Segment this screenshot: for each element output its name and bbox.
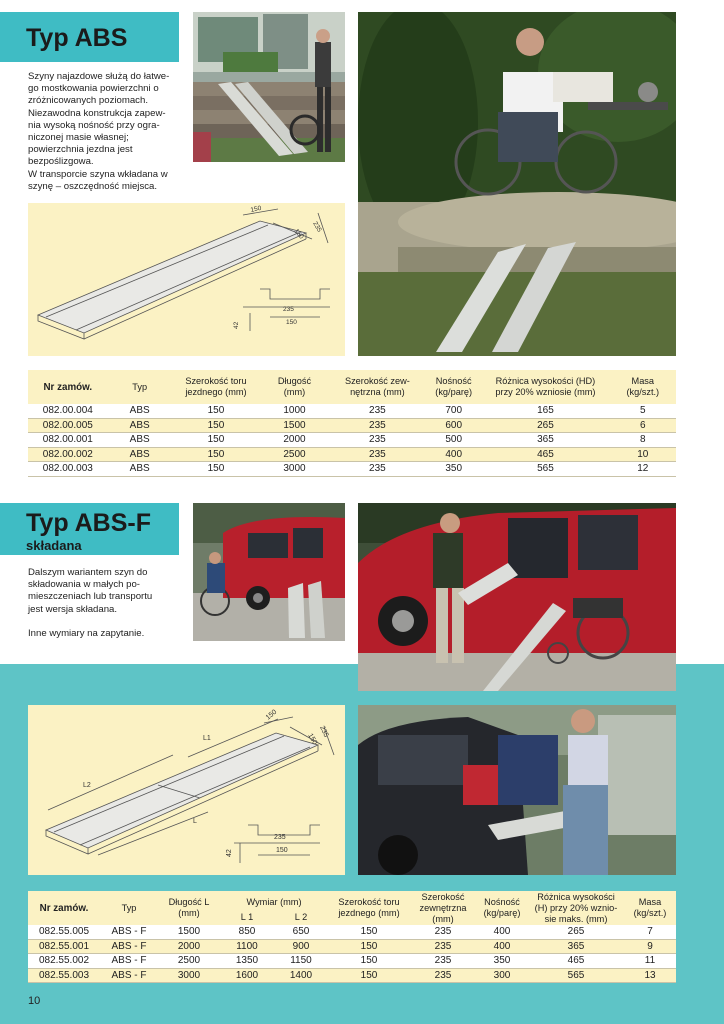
cell: 465 [528,954,624,969]
cell: 1350 [220,954,274,969]
table-row [28,968,676,983]
cell: 150 [328,968,410,983]
cell: 235 [329,433,426,448]
profile2-outer: 235 [274,834,286,841]
cell: 150 [328,954,410,969]
table-row [28,462,676,477]
cell: 2500 [260,447,329,462]
cell: 900 [274,939,328,954]
col-height-diff: Różnica wysokości (HD) przy 20% wzniosie (mm) [495,376,596,397]
section2-title: Typ ABS-F [26,509,151,537]
table-row [28,433,676,448]
col2-track-width: Szerokość toru jezdnego (mm) [338,897,400,918]
cell: 082.00.001 [28,433,108,448]
cell: 082.00.003 [28,462,108,477]
section2-title-box [0,503,179,555]
col-outer-width: Szerokość zew- nętrzna (mm) [344,376,410,397]
cell: 700 [426,404,481,418]
cell: 082.55.002 [28,954,100,969]
cell: 7 [624,925,676,939]
cell: 1100 [220,939,274,954]
col-type: Typ [132,381,148,392]
cell: 465 [481,447,609,462]
photo-van-ramp [193,503,345,641]
cell: 1400 [274,968,328,983]
section1-description: Szyny najazdowe służą do łatwe- go mostkowania powierzchni o zróżnicowanych poziomach. Niezawodna konstrukcja zapew- nia wysoką nośność przy ogra- niczonej masie własnej; powierzchnia jezdna jest bezpoślizgowa. W transporcie szyna wkładana w szynę – oszczędność miejsca. [28,71,170,192]
profile-outer: 235 [283,306,294,313]
col-order: Nr zamów. [43,381,93,393]
table-abs [28,370,676,477]
cell: 1500 [158,925,220,939]
cell: 400 [476,939,528,954]
cell: 150 [328,939,410,954]
dim-l: L [193,818,197,825]
col2-length: Długość L (mm) [168,897,210,918]
cell: 1600 [220,968,274,983]
table-row [28,925,676,939]
cell: 082.00.004 [28,404,108,418]
cell: 350 [426,462,481,477]
photo-wheelchair-terrace [358,12,676,356]
cell: 235 [410,954,476,969]
cell: 2500 [158,954,220,969]
cell: 082.00.005 [28,418,108,433]
cell: 235 [410,968,476,983]
cell: 082.55.005 [28,925,100,939]
dim-top-width: 150 [249,204,263,214]
table-row [28,954,676,969]
cell: 082.00.002 [28,447,108,462]
section1-title: Typ ABS [26,24,128,52]
col2-l1: L 1 [240,912,254,923]
dim-l1: L1 [203,735,211,742]
cell: 082.55.003 [28,968,100,983]
cell: 365 [528,939,624,954]
cell: 150 [172,462,260,477]
cell: 850 [220,925,274,939]
cell: 365 [481,433,609,448]
col2-order: Nr zamów. [39,902,89,914]
cell: 10 [610,447,676,462]
cell: ABS - F [100,939,158,954]
cell: 400 [476,925,528,939]
table-row [28,447,676,462]
table-row [28,939,676,954]
cell: ABS [108,404,172,418]
col2-type: Typ [121,902,137,913]
cell: 235 [410,939,476,954]
cell: 3000 [260,462,329,477]
cell: 1500 [260,418,329,433]
profile-inner: 150 [286,319,297,326]
cell: 5 [610,404,676,418]
cell: ABS [108,433,172,448]
cell: 8 [610,433,676,448]
cell: 1150 [274,954,328,969]
col-mass: Masa (kg/szt.) [626,376,660,397]
photo-stairs-ramp [193,12,345,162]
col-capacity: Nośność (kg/parę) [435,376,473,397]
col2-mass: Masa (kg/szt.) [633,897,667,918]
col2-height-diff: Różnica wysokości (H) przy 20% wznio- sie maks. (mm) [534,891,618,924]
cell: 1000 [260,404,329,418]
profile2-inner: 150 [276,847,288,854]
cell: 400 [426,447,481,462]
cell: ABS [108,418,172,433]
cell: 600 [426,418,481,433]
dim-l2: L2 [83,782,91,789]
cell: ABS - F [100,968,158,983]
cell: 500 [426,433,481,448]
cell: 165 [481,404,609,418]
cell: 565 [481,462,609,477]
cell: 13 [624,968,676,983]
col2-capacity: Nośność (kg/parę) [483,897,521,918]
cell: 150 [172,447,260,462]
table-row [28,404,676,418]
photo-car-trunk [358,705,676,875]
cell: 565 [528,968,624,983]
dim2-outer-width: 235 [318,724,330,739]
cell: 235 [329,418,426,433]
col-length: Długość (mm) [277,376,312,397]
cell: 150 [328,925,410,939]
cell: 150 [172,433,260,448]
cell: 150 [172,404,260,418]
cell: 235 [329,447,426,462]
col2-outer-width: Szerokość zewnętrzna (mm) [419,891,467,924]
section2-subtitle: składana [26,538,82,553]
cell: 650 [274,925,328,939]
col2-l2: L 2 [294,912,308,923]
cell: 2000 [260,433,329,448]
dim-side: 150 [292,227,305,241]
page-number: 10 [28,995,41,1007]
cell: 235 [329,404,426,418]
cell: 300 [476,968,528,983]
cell: ABS - F [100,925,158,939]
diagram-absf-ramp [28,705,345,875]
cell: ABS - F [100,954,158,969]
cell: 350 [476,954,528,969]
table-absf [28,891,676,983]
cell: 265 [528,925,624,939]
cell: 235 [410,925,476,939]
cell: ABS [108,462,172,477]
col2-dims: Wymiar (mm) [246,897,302,908]
photo-carry-ramp [358,503,676,691]
profile-height: 42 [233,321,240,329]
cell: 12 [610,462,676,477]
cell: 11 [624,954,676,969]
cell: 235 [329,462,426,477]
dim2-side: 150 [306,732,319,747]
cell: 150 [172,418,260,433]
dim2-top-width: 150 [264,708,279,722]
profile2-height: 42 [226,849,233,857]
col-track-width: Szerokość toru jezdnego (mm) [185,376,247,397]
cell: 082.55.001 [28,939,100,954]
diagram-abs-ramp [28,203,345,356]
cell: ABS [108,447,172,462]
cell: 2000 [158,939,220,954]
table-row [28,418,676,433]
section1-title-box [0,12,179,62]
cell: 6 [610,418,676,433]
section2-description: Dalszym wariantem szyn do składowania w małych po- mieszczeniach lub transportu jest wersja składana. Inne wymiary na zapytanie. [28,567,153,640]
cell: 265 [481,418,609,433]
cell: 3000 [158,968,220,983]
cell: 9 [624,939,676,954]
dim-outer-width: 235 [311,220,323,234]
